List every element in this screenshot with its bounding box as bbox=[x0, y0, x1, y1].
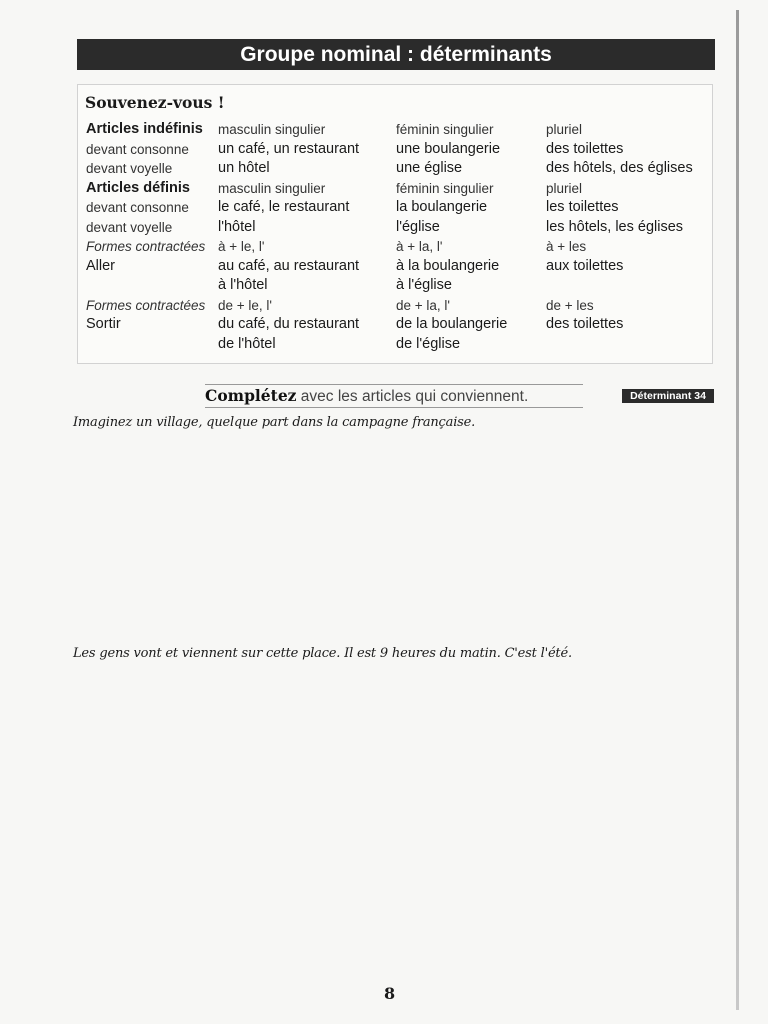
remember-heading: Souvenez-vous ! bbox=[85, 93, 225, 112]
cell: aux toilettes bbox=[546, 257, 624, 274]
intro-line: Les gens vont et viennent sur cette place. Il est 9 heures du matin. C'est l'été. bbox=[73, 646, 572, 661]
cell: à + le, l' bbox=[218, 239, 265, 254]
cell: les hôtels, les églises bbox=[546, 218, 684, 235]
cell: pluriel bbox=[546, 122, 583, 137]
table-row bbox=[86, 315, 708, 354]
row-head: devant consonne bbox=[86, 141, 189, 157]
page-title: Groupe nominal : déterminants bbox=[77, 39, 715, 70]
row-head: Aller bbox=[86, 257, 116, 274]
table-row bbox=[86, 179, 708, 199]
table-row bbox=[86, 120, 708, 140]
cell-line: de l'hôtel bbox=[218, 335, 276, 352]
cell bbox=[396, 315, 546, 354]
table-row bbox=[86, 257, 708, 296]
row-head: devant voyelle bbox=[86, 161, 173, 176]
cell bbox=[396, 257, 546, 296]
table-row bbox=[86, 218, 708, 238]
cell-line: à l'église bbox=[396, 277, 452, 293]
cell bbox=[218, 315, 396, 354]
row-head: Formes contractées bbox=[86, 239, 206, 254]
cell: une boulangerie bbox=[396, 140, 501, 157]
cell bbox=[218, 257, 396, 296]
cell-line: de la boulangerie bbox=[396, 316, 508, 332]
cell: féminin singulier bbox=[396, 180, 494, 196]
cell-line: du café, du restaurant bbox=[218, 316, 360, 332]
cell: l'église bbox=[396, 218, 440, 235]
cell-line: au café, au restaurant bbox=[218, 257, 360, 274]
reference-badge: Déterminant 34 bbox=[622, 389, 714, 403]
cell: des toilettes bbox=[546, 316, 624, 332]
table-row bbox=[86, 237, 708, 257]
page-number: 8 bbox=[384, 984, 396, 1003]
cell: le café, le restaurant bbox=[218, 199, 350, 215]
row-head: Sortir bbox=[86, 316, 121, 332]
cell-line: à la boulangerie bbox=[396, 257, 500, 274]
cell: des toilettes bbox=[546, 140, 624, 157]
cell: un café, un restaurant bbox=[218, 140, 360, 157]
page-edge-line bbox=[736, 10, 739, 1010]
cell: à + la, l' bbox=[396, 239, 443, 254]
cell: une église bbox=[396, 160, 463, 176]
row-head: devant voyelle bbox=[86, 219, 173, 235]
cell: l'hôtel bbox=[218, 218, 256, 235]
cell: pluriel bbox=[546, 180, 583, 196]
row-head: devant consonne bbox=[86, 200, 189, 215]
table-row bbox=[86, 198, 708, 218]
cell: la boulangerie bbox=[396, 199, 488, 215]
cell: les toilettes bbox=[546, 199, 619, 215]
exercise-instruction bbox=[205, 384, 583, 408]
cell: féminin singulier bbox=[396, 122, 494, 137]
cell: masculin singulier bbox=[218, 180, 326, 196]
table-row bbox=[86, 140, 708, 160]
row-head: Formes contractées bbox=[86, 297, 206, 313]
row-head: Articles définis bbox=[86, 179, 190, 196]
intro-line: Imaginez un village, quelque part dans la campagne française. bbox=[73, 415, 476, 430]
cell: de + les bbox=[546, 297, 594, 313]
table-row bbox=[86, 159, 708, 179]
cell: de + la, l' bbox=[396, 297, 450, 313]
articles-table bbox=[86, 120, 708, 354]
cell-line: de l'église bbox=[396, 335, 461, 352]
instruction-keyword: Complétez bbox=[205, 386, 297, 405]
table-row bbox=[86, 296, 708, 316]
cell: des hôtels, des églises bbox=[546, 160, 693, 176]
instruction-text: avec les articles qui conviennent. bbox=[296, 388, 529, 405]
cell: de + le, l' bbox=[218, 297, 272, 313]
cell: masculin singulier bbox=[218, 122, 326, 137]
cell-line: à l'hôtel bbox=[218, 277, 268, 293]
row-head: Articles indéfinis bbox=[86, 121, 203, 137]
cell: à + les bbox=[546, 239, 587, 254]
cell: un hôtel bbox=[218, 160, 270, 176]
